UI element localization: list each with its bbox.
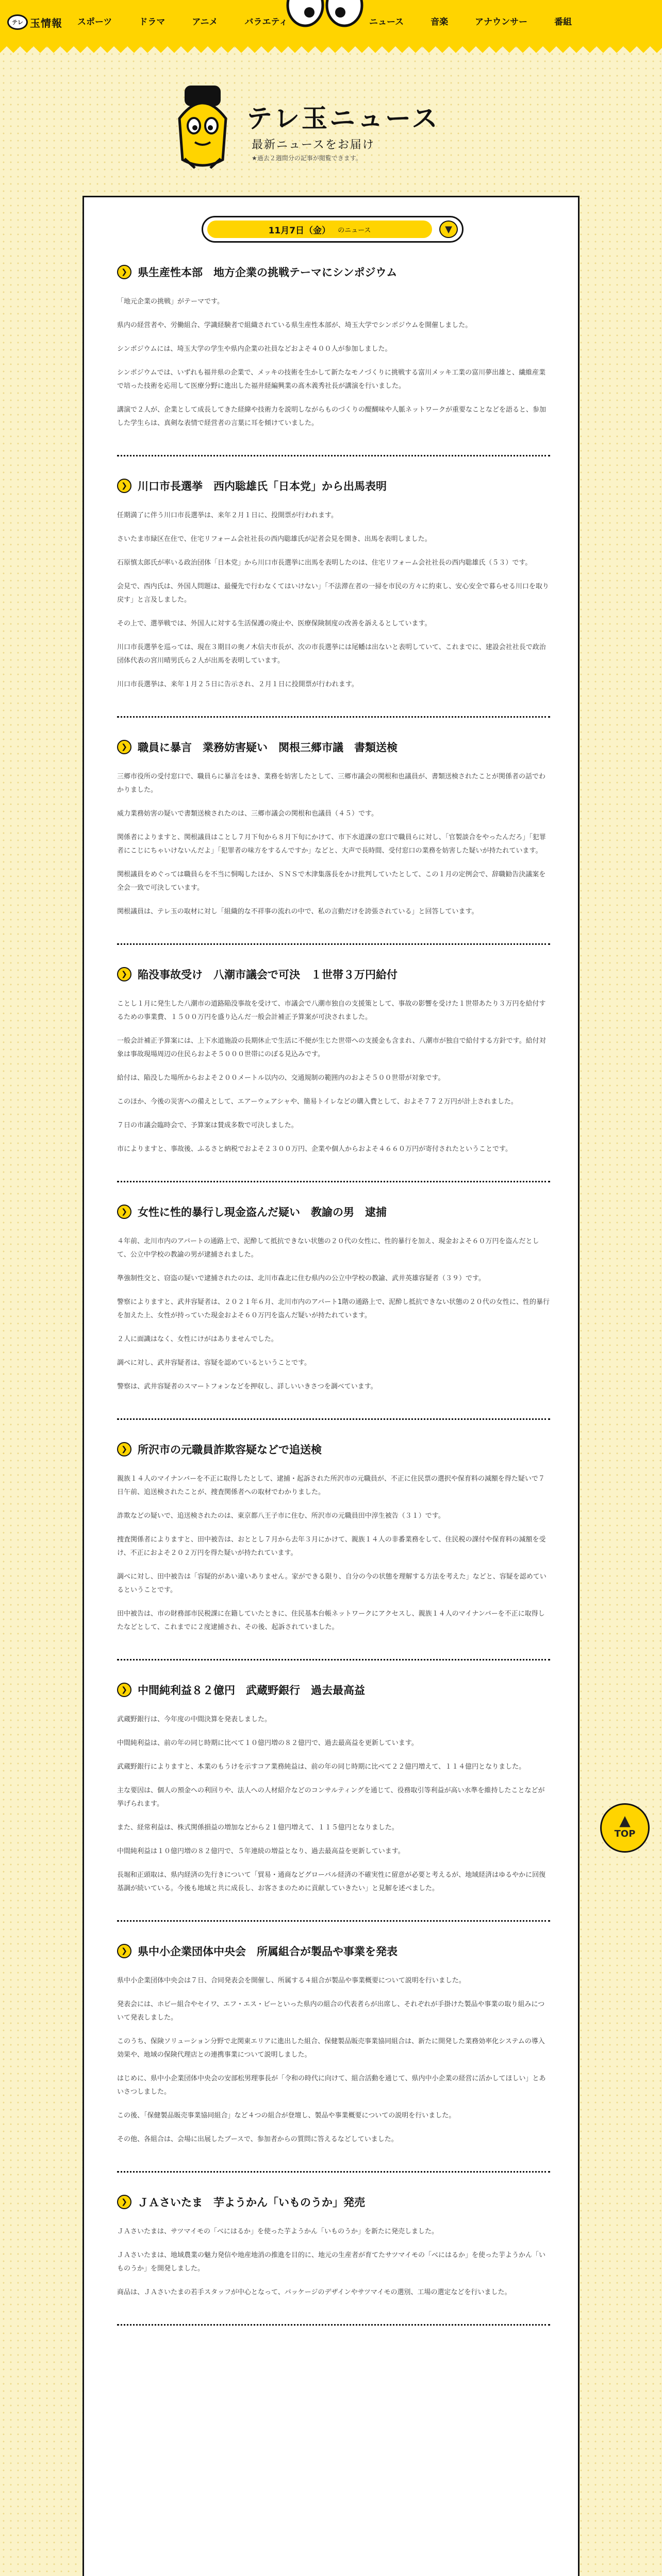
article-title-text: 陥没事故受け 八潮市議会で可決 １世帯３万円給付 bbox=[138, 969, 398, 981]
back-to-top-button[interactable] bbox=[600, 1803, 650, 1853]
brand-mark: テレ bbox=[7, 14, 28, 30]
article-title bbox=[117, 739, 550, 755]
top-header bbox=[0, 0, 662, 45]
article-paragraph: シンポジウムには、埼玉大学の学生や県内企業の社員などおよそ４００人が参加しました。 bbox=[117, 345, 392, 353]
article-paragraph: 会見で、西内氏は、外国人問題は、最優先で行わなくてはいけない」「不法滞在者の一掃を市民の方々に約束し、安心安全で暮らせる川口を取り戻す」と言及しました。 bbox=[117, 583, 549, 604]
article-paragraph: このほか、今後の災害への備えとして、エアーウェアシャや、簡易トイレなどの購入費として、およそ７７２万円が計上されました。 bbox=[117, 1098, 518, 1106]
article-paragraph: 田中被告は、市の財務部市民税課に在籍していたときに、住民基本台帳ネットワークにアクセスし、親族１４人のマイナンバーを不正に取得したなどとして、これまでに２度逮捕され、その後、起訴されていました。 bbox=[117, 1610, 545, 1631]
page-subtitle: 最新ニュースをお届け bbox=[252, 139, 375, 151]
article-paragraph: 「地元企業の挑戦」がテーマです。 bbox=[117, 298, 224, 306]
article-title-text: 中間純利益８２億円 武蔵野銀行 過去最高益 bbox=[138, 1684, 365, 1697]
article-paragraph: ことし１月に発生した八潮市の道路陥没事故を受けて、市議会で八潮市独自の支援策として、事故の影響を受けた１世帯あたり３万円を給付するための事業費、１５００万円を盛り込んだ一般会計補正予算案が可決されました。 bbox=[117, 1000, 546, 1021]
mascot-eyes-icon bbox=[284, 0, 366, 31]
news-article bbox=[117, 478, 550, 718]
article-paragraph: 給付は、陥没した場所からおよそ２００メートル以内の、交通規制の範囲内のおよそ５００世帯が対象です。 bbox=[117, 1074, 445, 1082]
article-paragraph: 市によりますと、事故後、ふるさと納税でおよそ２３００万円、企業や個人からおよそ４６６０万円が寄付されたということです。 bbox=[117, 1145, 512, 1153]
nav-item-variety[interactable]: バラエティ bbox=[244, 17, 288, 27]
article-paragraph: 県内の経営者や、労働組合、学識経験者で組織されている県生産性本部が、埼玉大学でシンポジウムを開催しました。 bbox=[117, 321, 472, 329]
chevron-right-icon: ❯ bbox=[117, 2195, 131, 2209]
article-title bbox=[117, 1943, 550, 1959]
article-paragraph: 警察によりますと、武井容疑者は、２０２１年６月、北川市内のアパート1階の通路上で、泥酔し抵抗できない状態の２０代の女性に、性的暴行を加えた上、女性が持っていた現金およそ６０万円を盗んだ疑いが持たれています。 bbox=[117, 1298, 550, 1319]
article-title bbox=[117, 2194, 550, 2210]
article-paragraph: 商品は、ＪＡさいたまの若手スタッフが中心となって、パッケージのデザインやサツマイモの選別、工場の選定などを行いました。 bbox=[117, 2289, 511, 2296]
article-paragraph: 川口市長選挙を巡っては、現在３期目の奥ノ木信夫市長が、次の市長選挙には尾幡は出ないと表明していて、これまでに、建設会社社長で政治団体代表の宮川晴男氏ら２人が出馬を表明しています。 bbox=[117, 643, 546, 665]
article-title-text: 川口市長選挙 西内聡雄氏「日本党」から出馬表明 bbox=[138, 480, 387, 493]
site-logo[interactable] bbox=[7, 12, 62, 32]
article-paragraph: 調べに対し、武井容疑者は、容疑を認めているということです。 bbox=[117, 1359, 311, 1367]
article-paragraph: シンポジウムでは、いずれも福井県の企業で、メッキの技術を生かして新たなモノづくりに挑戦する富川メッキ工業の富川夢出雄と、繊維産業で培った技術を応用して医療分野に進出した福井経編興業の髙木義秀社長が講演を行いました。 bbox=[117, 369, 546, 390]
chevron-right-icon: ❯ bbox=[117, 1944, 131, 1958]
article-list bbox=[117, 264, 550, 2347]
nav-item-drama[interactable]: ドラマ bbox=[139, 17, 166, 27]
top-label: TOP bbox=[614, 1828, 636, 1839]
article-title-text: 女性に性的暴行し現金盗んだ疑い 教諭の男 逮捕 bbox=[138, 1206, 387, 1218]
article-paragraph: 詐欺などの疑いで、追送検されたのは、東京都八王子市に住む、所沢市の元職員田中淳生被告（３１）です。 bbox=[117, 1512, 445, 1520]
article-paragraph: その上で、選挙戦では、外国人に対する生活保護の廃止や、医療保険制度の改善を訴えるとしています。 bbox=[117, 620, 432, 628]
news-article bbox=[117, 1204, 550, 1420]
nav-right bbox=[369, 14, 599, 27]
news-article bbox=[117, 1442, 550, 1660]
date-suffix: のニュース bbox=[338, 226, 371, 234]
article-title bbox=[117, 264, 550, 280]
article-title bbox=[117, 1442, 550, 1457]
article-paragraph: 調べに対し、田中被告は「容疑的があい違いありません。家ができる限り、自分の今の状態を理解する方法を考えた」などと、容疑を認めているということです。 bbox=[117, 1573, 547, 1594]
article-title bbox=[117, 967, 550, 982]
article-title-text: 職員に暴言 業務妨害疑い 関根三郷市議 書類送検 bbox=[138, 741, 398, 754]
article-paragraph: ２人に面識はなく、女性にけがはありませんでした。 bbox=[117, 1335, 278, 1343]
article-paragraph: 警察は、武井容疑者のスマートフォンなどを押収し、詳しいいきさつを調べています。 bbox=[117, 1383, 377, 1391]
chevron-down-icon[interactable]: ▼ bbox=[439, 221, 458, 238]
article-paragraph: 関根議員は、テレ玉の取材に対し「組織的な不祥事の流れの中で、私の言動だけを誇張されている」と回答しています。 bbox=[117, 908, 478, 916]
news-article bbox=[117, 1943, 550, 2173]
nav-left bbox=[77, 14, 315, 27]
nav-item-news[interactable]: ニュース bbox=[369, 17, 404, 27]
article-paragraph: 準強制性交と、窃盗の疑いで逮捕されたのは、北川市森北に住む県内の公立中学校の教諭、武井英雄容疑者（３９）です。 bbox=[117, 1275, 485, 1282]
chevron-right-icon: ❯ bbox=[117, 740, 131, 754]
news-article bbox=[117, 2194, 550, 2326]
article-title bbox=[117, 1682, 550, 1698]
page-title: テレ玉ニュース bbox=[246, 104, 440, 133]
header-zigzag-divider bbox=[0, 45, 662, 55]
news-article bbox=[117, 967, 550, 1182]
article-paragraph: 三郷市役所の受付窓口で、職員らに暴言をはき、業務を妨害したとして、三郷市議会の関根和也議員が、書類送検されたことが関係者の話でわかりました。 bbox=[117, 773, 545, 794]
article-paragraph: 一般会計補正予算案には、上下水道施設の長期休止で生活に不便が生じた世帯への支援金も含まれ、八潮市が独自で給付する方針です。給付対象は事故現場周辺の住民らおよそ５０００世帯にのぼる見込みです。 bbox=[117, 1037, 546, 1058]
article-title-text: ＪＡさいたま 芋ようかん「いものうか」発売 bbox=[138, 2196, 365, 2209]
article-paragraph: さいたま市緑区在住で、住宅リフォーム会社社長の西内聡雄氏が記者会見を開き、出馬を表明しました。 bbox=[117, 535, 432, 543]
article-paragraph: 中間純利益は、前の年の同じ時期に比べて１０億円増の８２億円で、過去最高益を更新しています。 bbox=[117, 1739, 418, 1747]
article-title bbox=[117, 478, 550, 494]
archive-note: ★過去２週間分の記事が閲覧できます。 bbox=[252, 155, 362, 162]
article-paragraph: ４年前、北川市内のアパートの通路上で、泥酔して抵抗できない状態の２０代の女性に、性的暴行を加え、現金およそ６０万円を盗んだとして、公立中学校の教諭の男が逮捕されました。 bbox=[117, 1238, 539, 1259]
arrow-up-icon: ▲ bbox=[619, 1812, 631, 1829]
news-logo-block bbox=[169, 82, 499, 185]
article-paragraph: 任期満了に伴う川口市長選挙は、来年２月１日に、投開票が行われます。 bbox=[117, 512, 338, 519]
article-paragraph: はじめに、県中小企業団体中央会の安部松男理事長が「令和の時代に向けて、組合活動を通じて、県内中小企業の経営に活かしてほしい」とあいさつしました。 bbox=[117, 2075, 546, 2096]
brand-text: 玉情報 bbox=[30, 16, 62, 29]
article-paragraph: 川口市長選挙は、来年１月２５日に告示され、２月１日に投開票が行われます。 bbox=[117, 681, 358, 688]
article-paragraph: 親族１４人のマイナンバーを不正に取得したとして、逮捕・起訴された所沢市の元職員が、不正に住民票の選択や保育料の減額を得た疑いで７日午前、追送検されたことが、捜査関係者への取材でわかりました。 bbox=[117, 1475, 545, 1496]
article-paragraph: 石原慎太郎氏が率いる政治団体「日本党」から川口市長選挙に出馬を表明したのは、住宅リフォーム会社社長の西内聡雄氏（５３）です。 bbox=[117, 559, 532, 567]
article-paragraph: ７日の市議会臨時会で、予算案は賛成多数で可決しました。 bbox=[117, 1122, 298, 1129]
news-article bbox=[117, 264, 550, 456]
article-title-text: 県中小企業団体中央会 所属組合が製品や事業を発表 bbox=[138, 1945, 398, 1958]
chevron-right-icon: ❯ bbox=[117, 1205, 131, 1219]
article-paragraph: 県中小企業団体中央会は７日、合同発表会を開催し、所属する４組合が製品や事業概要について説明を行いました。 bbox=[117, 1977, 466, 1985]
nav-item-announcer[interactable]: アナウンサー bbox=[475, 17, 528, 27]
mascot-icon bbox=[169, 82, 236, 175]
date-selector[interactable] bbox=[202, 216, 464, 243]
article-paragraph: 主な要因は、個人の預金への利回りや、法人への人材紹介などのコンサルティングを通じて、役務取引等利益が高い水準を維持したことなどが挙げられます。 bbox=[117, 1787, 545, 1808]
article-paragraph: この後、「保健製品販売事業協同組合」など４つの組合が登壇し、製品や事業概要についての説明を行いました。 bbox=[117, 2112, 456, 2120]
chevron-right-icon: ❯ bbox=[117, 1683, 131, 1697]
news-article bbox=[117, 739, 550, 945]
article-paragraph: また、経常利益は、株式関係損益の増加などから２１億円増えて、１１５億円となりました。 bbox=[117, 1824, 399, 1832]
article-paragraph: 関根議員をめぐっては職員らを不当に恫喝したほか、ＳＮＳで木津集落長をかけ批判していたとして、この１月の定例会で、辞職勧告決議案を全会一致で可決しています。 bbox=[117, 871, 546, 892]
date-display bbox=[207, 221, 432, 238]
nav-item-sports[interactable]: スポーツ bbox=[77, 17, 112, 27]
article-paragraph: このうち、保険ソリューション分野で北関東エリアに進出した組合、保健製品販売事業協同組合は、新たに開発した業務効率化システムの導入効果や、地域の保険代理店との連携事業について説明しました。 bbox=[117, 2038, 545, 2059]
article-title-text: 所沢市の元職員詐欺容疑などで追送検 bbox=[138, 1444, 322, 1456]
article-paragraph: 捜査関係者によりますと、田中被告は、おととし７月から去年３月にかけて、親族１４人の非番業務をして、住民税の課付や保育料の減額を受け、不正におよそ２０２万円を得た疑いが持たれています。 bbox=[117, 1536, 546, 1557]
article-paragraph: 関係者によりますと、関根議員はことし７月下旬から８月下旬にかけて、市下水道課の窓口で職員らに対し、「官製談合をやったんだろ」「犯罪者にこじにちゃいけないんだよ」「犯罪者の味方をするんですか」などと、大声で長時間、受付窓口の業務を妨害した疑いが持たれています。 bbox=[117, 834, 546, 855]
article-paragraph: 武蔵野銀行によりますと、本業のもうけを示すコア業務純益は、前の年の同じ時期に比べて２２億円増えて、１１４億円となりました。 bbox=[117, 1763, 526, 1771]
chevron-right-icon: ❯ bbox=[117, 265, 131, 279]
article-title bbox=[117, 1204, 550, 1219]
chevron-right-icon: ❯ bbox=[117, 479, 131, 493]
nav-item-programs[interactable]: 番組 bbox=[554, 17, 572, 27]
article-paragraph: 発表会には、ホビー組合やセイワ、エフ・エス・ビーといった県内の組合の代表者らが出席し、それぞれが手掛けた製品や事業の取り組みについて発表しました。 bbox=[117, 2001, 545, 2022]
article-paragraph: 武蔵野銀行は、今年度の中間決算を発表しました。 bbox=[117, 1716, 272, 1723]
nav-item-anime[interactable]: アニメ bbox=[192, 17, 218, 27]
chevron-right-icon: ❯ bbox=[117, 1442, 131, 1456]
article-title-text: 県生産性本部 地方企業の挑戦テーマにシンポジウム bbox=[138, 266, 398, 279]
article-paragraph: 威力業務妨害の疑いで書類送検されたのは、三郷市議会の関根和也議員（４５）です。 bbox=[117, 810, 378, 818]
article-paragraph: ＪＡさいたまは、サツマイモの「べにはるか」を使った芋ようかん「いものうか」を新たに発売しました。 bbox=[117, 2228, 438, 2235]
chevron-right-icon: ❯ bbox=[117, 967, 131, 981]
article-paragraph: 中間純利益は１０億円増の８２億円で、５年連続の増益となり、過去最高益を更新しています。 bbox=[117, 1848, 405, 1855]
news-card bbox=[82, 196, 580, 2576]
article-paragraph: その他、各組合は、会場に出展したブースで、参加者からの質問に答えるなどしていました。 bbox=[117, 2136, 398, 2143]
article-paragraph: ＪＡさいたまは、地域農業の魅力発信や地産地消の推進を目的に、地元の生産者が育てたサツマイモの「べにはるか」を使った芋ようかん「いものうか」を開発しました。 bbox=[117, 2251, 545, 2273]
date-text: 11月7日（金） bbox=[268, 225, 331, 236]
news-article bbox=[117, 1682, 550, 1922]
nav-item-music[interactable]: 音楽 bbox=[431, 17, 449, 27]
article-paragraph: 長堀和正頭取は、県内経済の先行きについて「貿易・通商などグローバル経済の不確実性に留意が必要と考えるが、地域経済はゆるやかに回復基調が続いている。今後も地域と共に成長し、お客さまのために貢献していきたい」と見解を述べました。 bbox=[117, 1871, 546, 1892]
article-paragraph: 講演で２人が、企業として成長してきた経緯や技術力を説明しながらものづくりの醍醐味や人脈ネットワークが重要なことなどを語ると、参加した学生らは、真剣な表情で経営者の言葉に耳を傾けていました。 bbox=[117, 406, 547, 427]
